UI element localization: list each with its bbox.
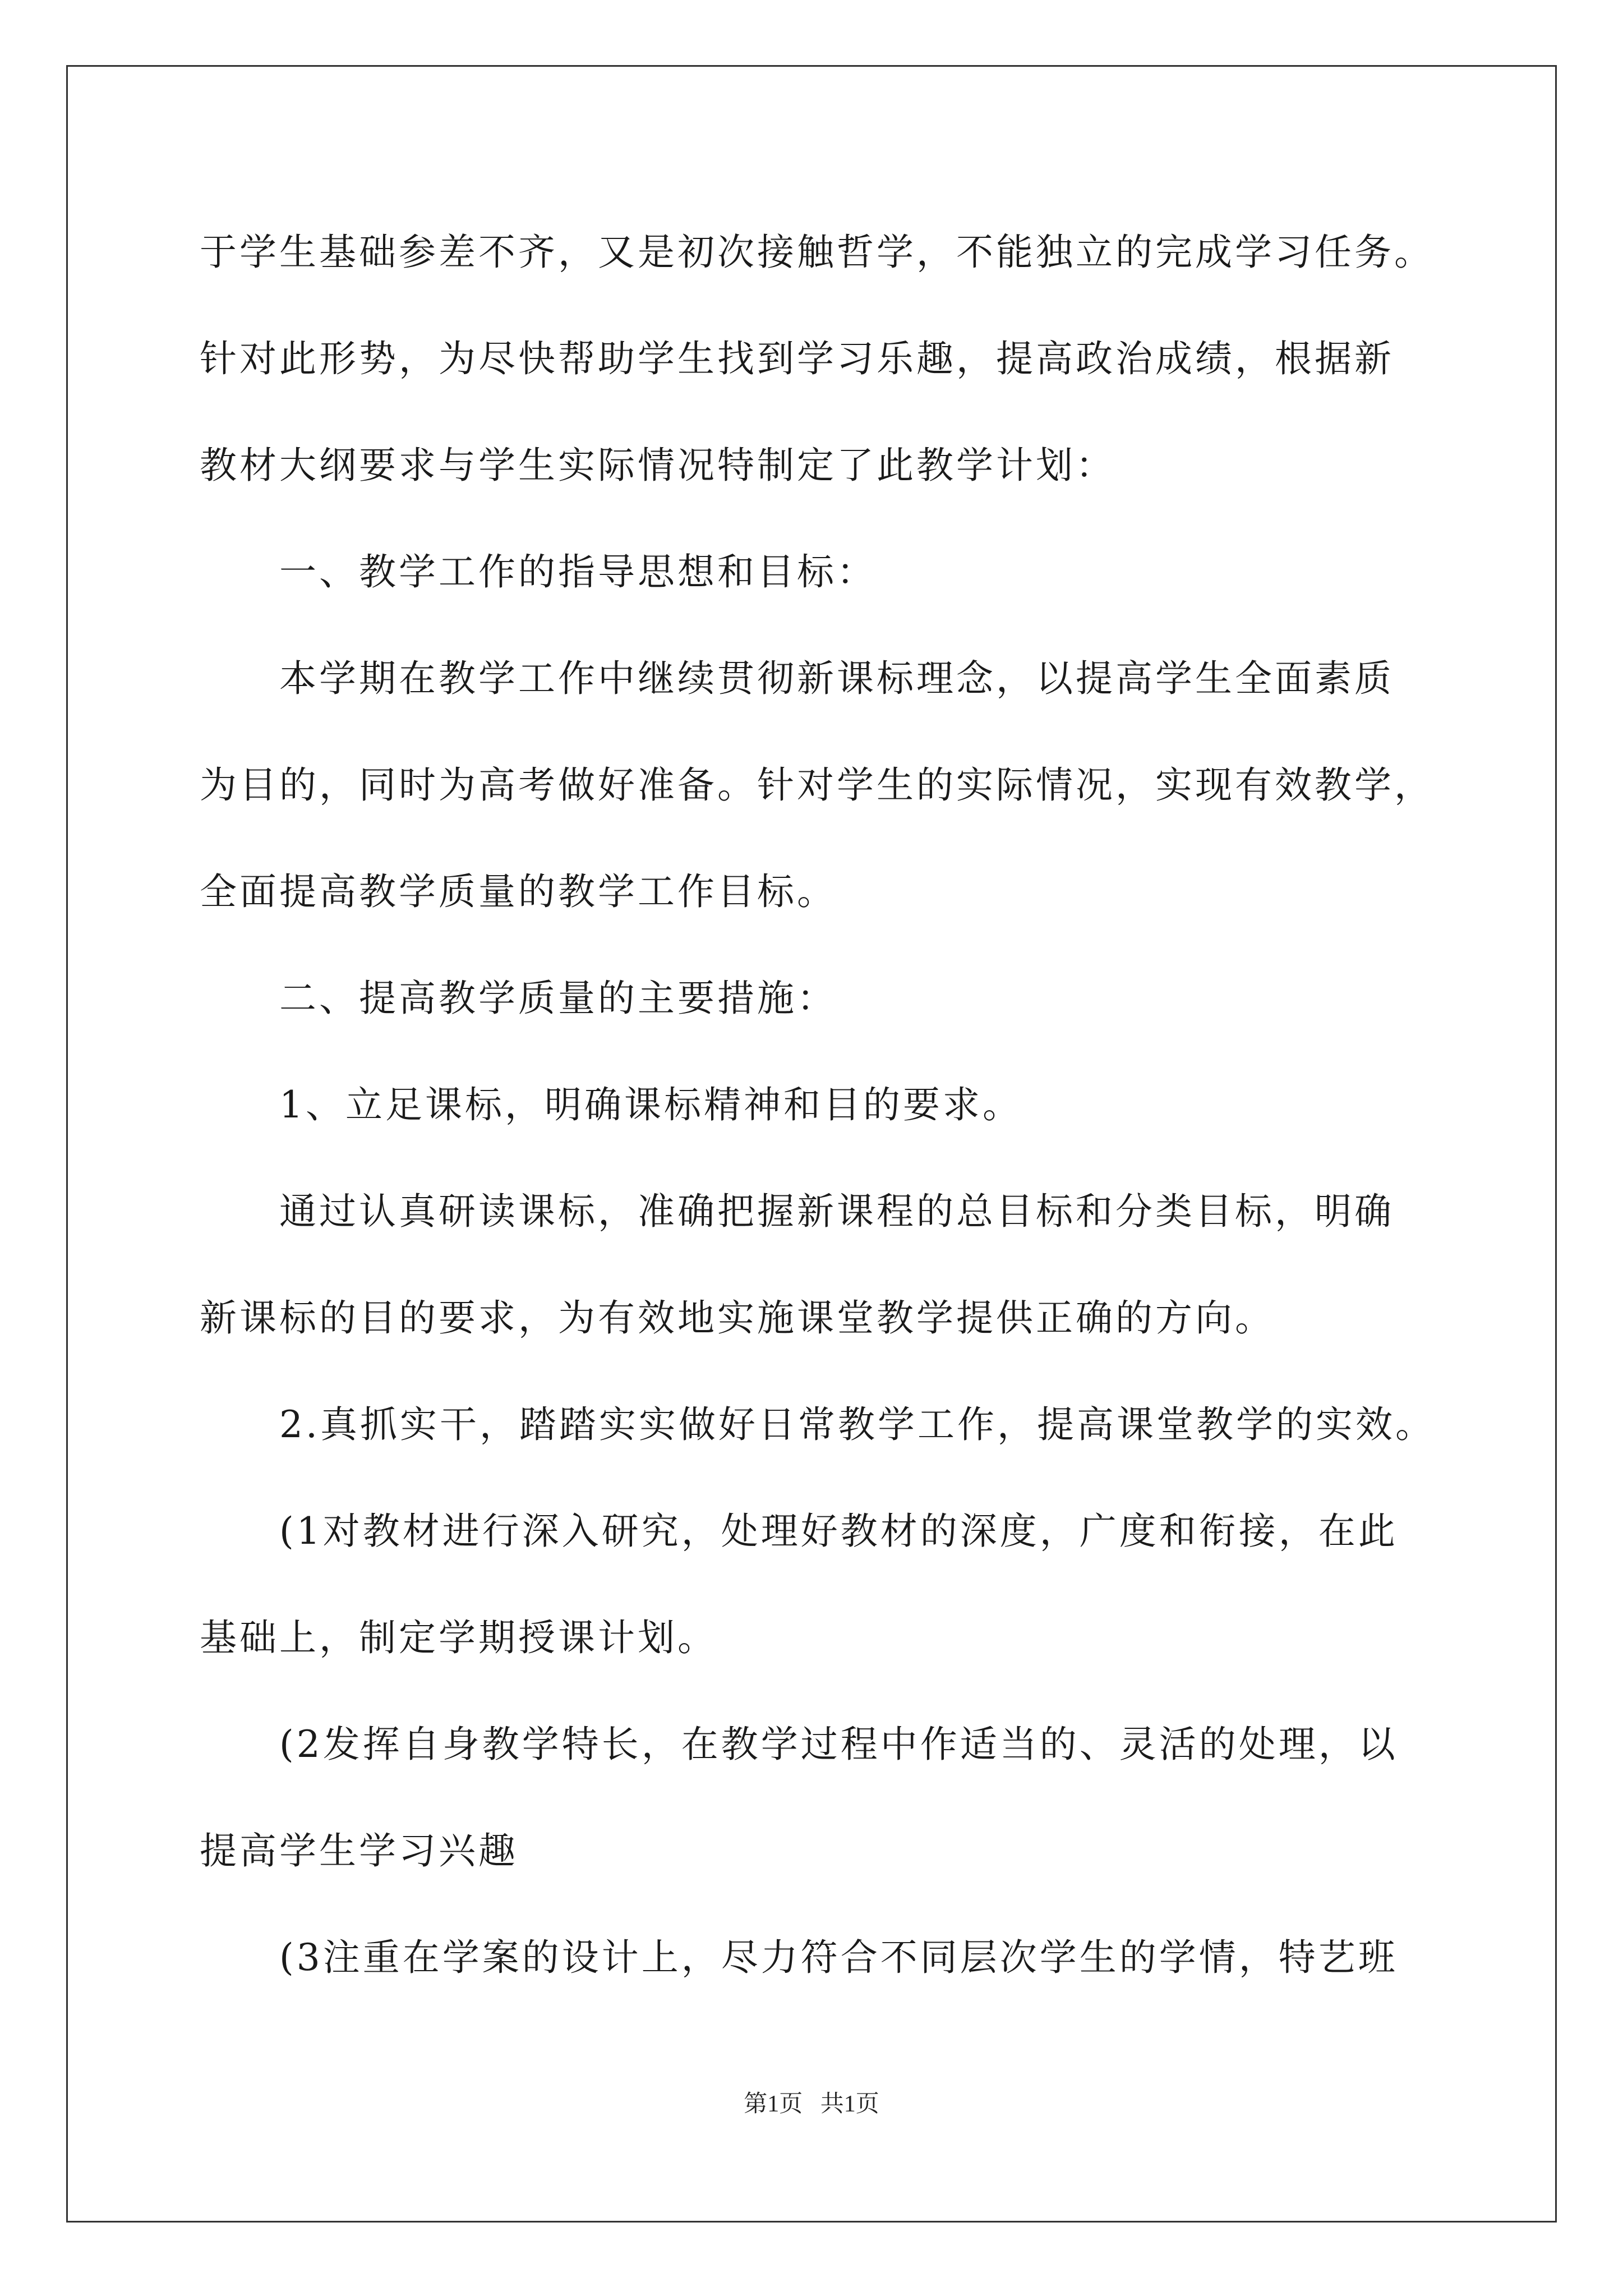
body-line-3: 教材大纲要求与学生实际情况特制定了此教学计划： [200, 444, 1115, 487]
body-line-15: (2发挥自身教学特长，在教学过程中作适当的、灵活的处理，以 [279, 1723, 1398, 1766]
page-border [66, 65, 1557, 2223]
body-line-16: 提高学生学习兴趣 [200, 1829, 518, 1872]
body-line-14: 基础上，制定学期授课计划。 [200, 1616, 717, 1659]
body-line-5: 本学期在教学工作中继续贯彻新课标理念，以提高学生全面素质 [279, 657, 1394, 700]
body-line-1: 于学生基础参差不齐，又是初次接触哲学，不能独立的完成学习任务。 [200, 231, 1434, 274]
body-line-13: (1对教材进行深入研究，处理好教材的深度，广度和衔接，在此 [279, 1510, 1398, 1553]
section-heading-2: 二、提高教学质量的主要措施： [279, 977, 837, 1020]
page-number-footer: 第1页 共1页 [744, 2091, 879, 2117]
body-line-10: 通过认真研读课标，准确把握新课程的总目标和分类目标，明确 [279, 1190, 1394, 1233]
section-heading-1: 一、教学工作的指导思想和目标： [279, 550, 877, 593]
body-line-11: 新课标的目的要求，为有效地实施课堂教学提供正确的方向。 [200, 1296, 1275, 1340]
body-line-17: (3注重在学案的设计上，尽力符合不同层次学生的学情，特艺班 [279, 1936, 1398, 1979]
body-line-2: 针对此形势，为尽快帮助学生找到学习乐趣，提高政治成绩，根据新 [200, 337, 1394, 380]
body-line-7: 全面提高教学质量的教学工作目标。 [200, 870, 837, 913]
subheading-2: 2.真抓实干，踏踏实实做好日常教学工作，提高课堂教学的实效。 [279, 1403, 1435, 1446]
subheading-1: 1、立足课标，明确课标精神和目的要求。 [279, 1083, 1022, 1126]
body-line-6: 为目的，同时为高考做好准备。针对学生的实际情况，实现有效教学， [200, 763, 1434, 807]
